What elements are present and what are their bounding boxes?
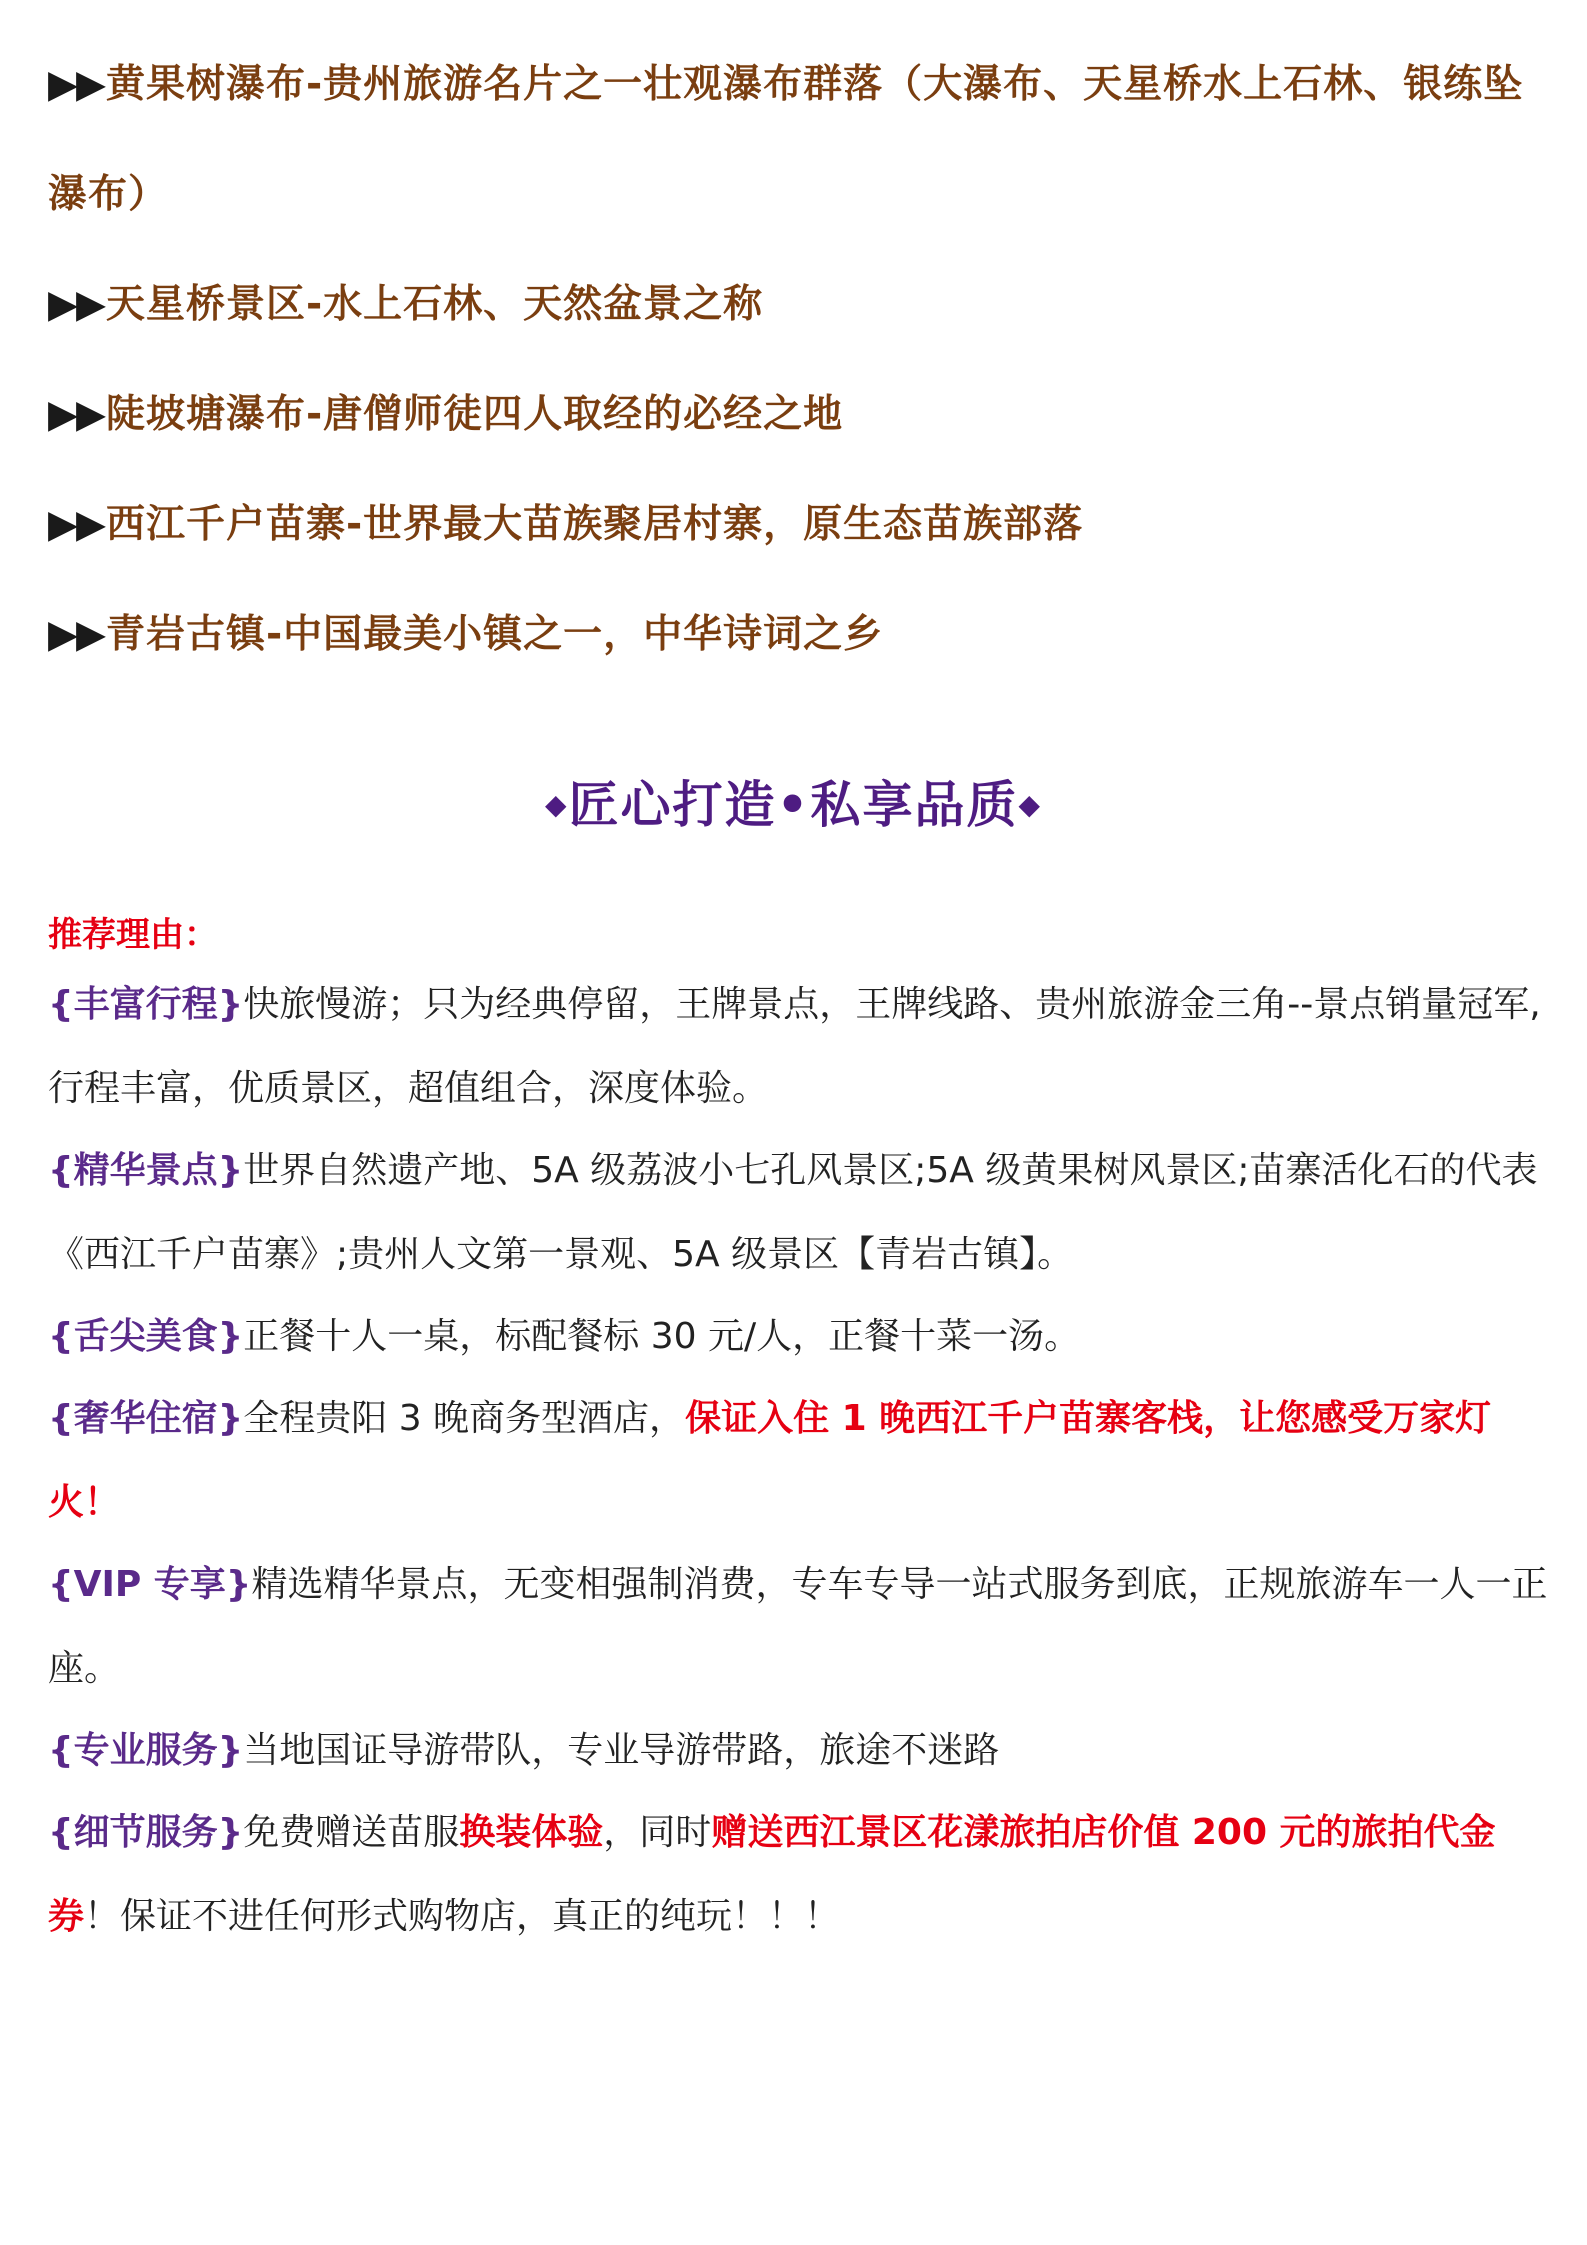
highlight-item xyxy=(48,250,1548,360)
double-arrow-icon: ▶▶ xyxy=(48,282,104,327)
recommendation-reasons xyxy=(48,905,1548,1959)
reason-text: ！保证不进任何形式购物店，真正的纯玩！！！ xyxy=(84,1896,841,1937)
reasons-heading: 推荐理由： xyxy=(48,915,218,955)
reason-text: 快旅慢游；只为经典停留，王牌景点，王牌线路、贵州旅游金三角--景点销量冠军,行程丰富，优质景区，超值组合，深度体验。 xyxy=(48,984,1541,1109)
reason-food xyxy=(48,1295,1548,1379)
double-arrow-icon: ▶▶ xyxy=(48,392,104,437)
highlight-text: 西江千户苗寨-世界最大苗族聚居村寨，原生态苗族部落 xyxy=(106,502,1084,547)
reason-text: 当地国证导游带队，专业导游带路，旅途不迷路 xyxy=(243,1730,1000,1771)
reason-text: 免费赠送苗服 xyxy=(243,1812,460,1853)
reason-text: 全程贵阳 3 晚商务型酒店， xyxy=(243,1398,686,1439)
reason-vip xyxy=(48,1543,1548,1711)
reason-tag: {细节服务} xyxy=(48,1812,244,1853)
reason-text: 精选精华景点，无变相强制消费，专车专导一站式服务到底，正规旅游车一人一正座。 xyxy=(48,1564,1548,1689)
reason-tag: {舌尖美食} xyxy=(48,1316,244,1357)
reason-text: ，同时 xyxy=(603,1812,712,1853)
double-arrow-icon: ▶▶ xyxy=(48,612,104,657)
highlights-list xyxy=(48,30,1548,690)
highlight-text: 黄果树瀑布-贵州旅游名片之一壮观瀑布群落（大瀑布、天星桥水上石林、银练坠瀑布） xyxy=(48,62,1524,217)
reason-highlight: 赠送西江景区花漾旅拍店价值 200 元的旅拍代金券 xyxy=(48,1812,1496,1937)
highlight-text: 陡坡塘瀑布-唐僧师徒四人取经的必经之地 xyxy=(106,392,844,437)
highlight-item xyxy=(48,580,1548,690)
reason-itinerary xyxy=(48,963,1548,1131)
highlight-item xyxy=(48,30,1548,250)
reason-tag: {丰富行程} xyxy=(48,984,244,1025)
reason-lodging xyxy=(48,1377,1548,1545)
reason-text: 正餐十人一桌，标配餐标 30 元/人，正餐十菜一汤。 xyxy=(243,1316,1081,1357)
reason-text: 世界自然遗产地、5A 级荔波小七孔风景区;5A 级黄果树风景区;苗寨活化石的代表《西江千户苗寨》;贵州人文第一景观、5A 级景区【青岩古镇】。 xyxy=(48,1150,1538,1275)
double-arrow-icon: ▶▶ xyxy=(48,62,104,107)
reason-highlight: 保证入住 1 晚西江千户苗寨客栈，让您感受万家灯火！ xyxy=(48,1398,1492,1523)
highlight-item xyxy=(48,360,1548,470)
double-arrow-icon: ▶▶ xyxy=(48,502,104,547)
section-title-text: 匠心打造•私享品质 xyxy=(568,776,1019,834)
reason-tag: {精华景点} xyxy=(48,1150,244,1191)
reason-details xyxy=(48,1791,1548,1959)
reason-tag: {奢华住宿} xyxy=(48,1398,244,1439)
reason-highlight: 换装体验 xyxy=(459,1812,604,1853)
diamond-icon: ◆ xyxy=(544,787,569,821)
reason-tag: {VIP 专享} xyxy=(48,1564,252,1605)
diamond-icon: ◆ xyxy=(1018,787,1043,821)
highlight-text: 青岩古镇-中国最美小镇之一，中华诗词之乡 xyxy=(106,612,884,657)
reason-service xyxy=(48,1709,1548,1793)
highlight-item xyxy=(48,470,1548,580)
highlight-text: 天星桥景区-水上石林、天然盆景之称 xyxy=(106,282,764,327)
reason-tag: {专业服务} xyxy=(48,1730,244,1771)
section-title xyxy=(0,770,1587,844)
reason-scenic xyxy=(48,1129,1548,1297)
